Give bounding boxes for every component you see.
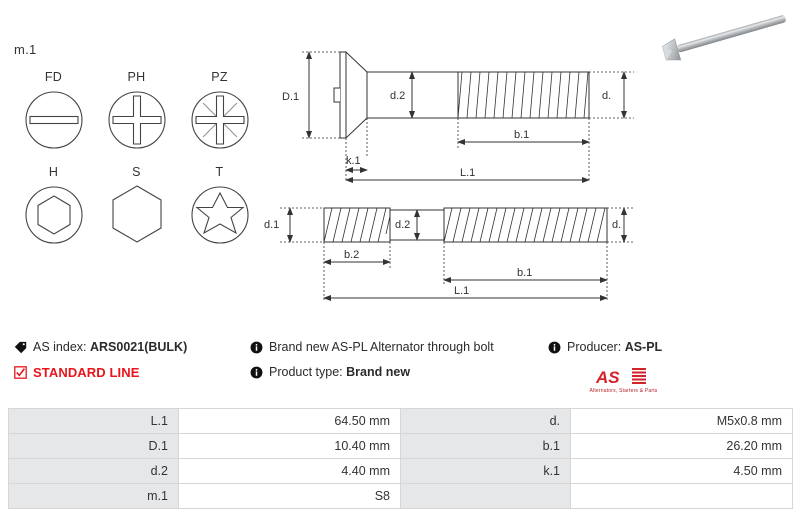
head-type-ph [95,70,178,165]
aspl-logo [566,366,681,398]
table-row [9,484,793,509]
head-type-pz [178,70,261,165]
countersunk-screw-drawing [262,30,642,195]
product-description: Brand new AS-PL Alternator through bolt [269,340,494,354]
head-type-s [95,165,178,260]
producer-label: Producer: [567,340,622,354]
spec-value [571,484,793,509]
product-info-row [0,340,800,400]
table-row [9,409,793,434]
spec-label: D.1 [9,434,179,459]
head-type-group-code: m.1 [14,42,37,57]
spec-label: b.1 [401,434,571,459]
producer-line [548,340,794,355]
producer-value: AS-PL [624,340,663,354]
spec-label: k.1 [401,459,571,484]
head-type-legend [0,0,265,285]
as-index-line [14,340,250,355]
specification-table-body [9,409,793,509]
info-column-description [250,340,548,390]
tag-icon [14,341,27,354]
phillips-head-icon [105,88,169,152]
dim-label-d: d. [602,90,612,102]
pozidriv-head-icon [188,88,252,152]
dim-label-d: d. [612,219,622,231]
spec-label: L.1 [9,409,179,434]
product-type-value: Brand new [346,365,411,379]
spec-label: d. [401,409,571,434]
dim-label-b1: b.1 [514,129,530,141]
torx-head-icon [188,183,252,247]
head-type-pz-label: PZ [211,70,228,84]
spec-value: 4.50 mm [571,459,793,484]
dim-label-L1: L.1 [454,285,470,297]
head-type-h-label: H [48,165,59,179]
head-type-row [12,70,262,165]
dim-label-L1: L.1 [460,167,476,179]
dim-label-k1: k.1 [346,155,361,167]
product-type-line [250,365,548,380]
spec-value: 10.40 mm [179,434,401,459]
info-icon [548,341,561,354]
table-row [9,434,793,459]
specification-table [8,408,793,509]
dim-label-D1: D.1 [282,91,300,103]
dim-label-b1: b.1 [517,267,533,279]
standard-line-badge [14,365,250,380]
spec-value: 26.20 mm [571,434,793,459]
as-index-value: ARS0021(BULK) [90,340,188,354]
table-row [9,459,793,484]
head-type-grid [12,70,262,260]
dim-label-d2: d.2 [390,90,406,102]
info-column-index [14,340,250,390]
description-line [250,340,548,355]
head-type-t [178,165,261,260]
standard-line-label: STANDARD LINE [33,365,140,380]
info-icon [250,341,263,354]
product-type-label: Product type: [269,365,343,379]
spec-label: m.1 [9,484,179,509]
info-column-producer [548,340,794,394]
head-type-s-label: S [132,165,141,179]
slotted-head-icon [22,88,86,152]
hex-socket-head-icon [22,183,86,247]
spec-value: S8 [179,484,401,509]
aspl-logo-subtitle: Alternators, Starters & Parts [589,388,658,394]
hex-head-icon [105,183,169,247]
dim-label-b2: b.2 [344,249,360,261]
spec-value: 4.40 mm [179,459,401,484]
head-type-ph-label: PH [127,70,146,84]
svg-text:AS: AS [596,368,620,387]
head-type-row [12,165,262,260]
dim-label-d2: d.2 [395,219,411,231]
head-type-fd-label: FD [44,70,63,84]
head-type-fd [12,70,95,165]
spec-label [401,484,571,509]
head-type-t-label: T [215,165,224,179]
info-icon [250,366,263,379]
spec-value: 64.50 mm [179,409,401,434]
checkbox-icon [14,366,27,379]
spec-label: d.2 [9,459,179,484]
product-photo [646,2,796,72]
as-index-label: AS index: [33,340,87,354]
head-type-h [12,165,95,260]
stud-bolt-drawing [262,190,642,320]
spec-value: M5x0.8 mm [571,409,793,434]
dim-label-d1: d.1 [264,219,280,231]
